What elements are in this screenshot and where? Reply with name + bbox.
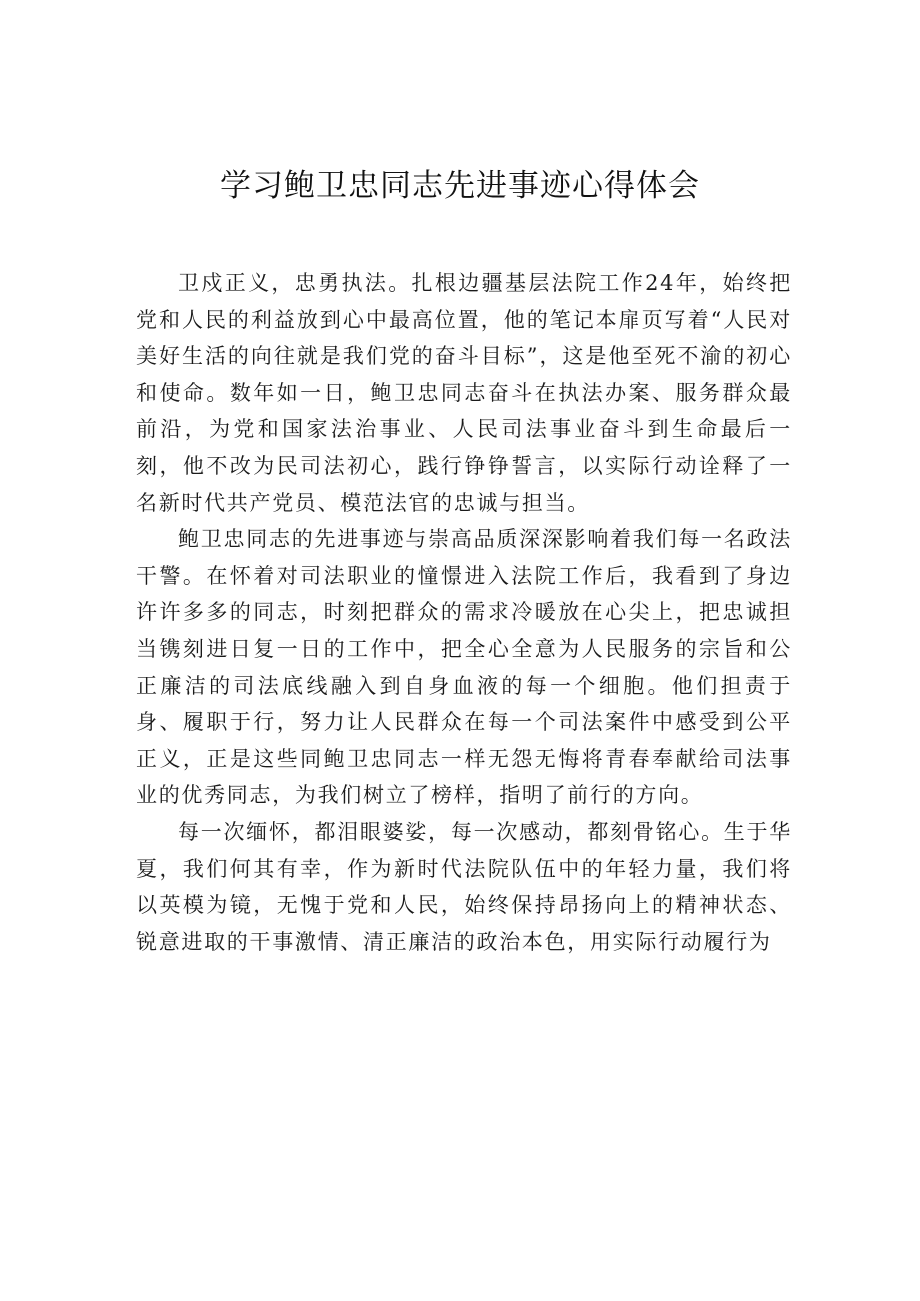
document-body [136,265,792,960]
paragraph-1: 卫戍正义，忠勇执法。扎根边疆基层法院工作24年，始终把党和人民的利益放到心中最高位置，他的笔记本扉页写着“人民对美好生活的向往就是我们党的奋斗目标”，这是他至死不渝的初心和使命。数年如一日，鲍卫忠同志奋斗在执法办案、服务群众最前沿，为党和国家法治事业、人民司法事业奋斗到生命最后一刻，他不改为民司法初心，践行铮铮誓言，以实际行动诠释了一名新时代共产党员、模范法官的忠诚与担当。 [136,271,792,515]
document-title: 学习鲍卫忠同志先进事迹心得体会 [220,168,700,204]
paragraph-2: 鲍卫忠同志的先进事迹与崇高品质深深影响着我们每一名政法干警。在怀着对司法职业的憧憬进入法院工作后，我看到了身边许许多多的同志，时刻把群众的需求冷暖放在心尖上，把忠诚担当镌刻进日复一日的工作中，把全心全意为人民服务的宗旨和公正廉洁的司法底线融入到自身血液的每一个细胞。他们担责于身、履职于行，努力让人民群众在每一个司法案件中感受到公平正义，正是这些同鲍卫忠同志一样无怨无悔将青春奉献给司法事业的优秀同志，为我们树立了榜样，指明了前行的方向。 [136,527,792,808]
paragraph-3: 每一次缅怀，都泪眼婆娑，每一次感动，都刻骨铭心。生于华夏，我们何其有幸，作为新时代法院队伍中的年轻力量，我们将以英模为镜，无愧于党和人民，始终保持昂扬向上的精神状态、锐意进取的干事激情、清正廉洁的政治本色，用实际行动履行为 [136,819,792,954]
